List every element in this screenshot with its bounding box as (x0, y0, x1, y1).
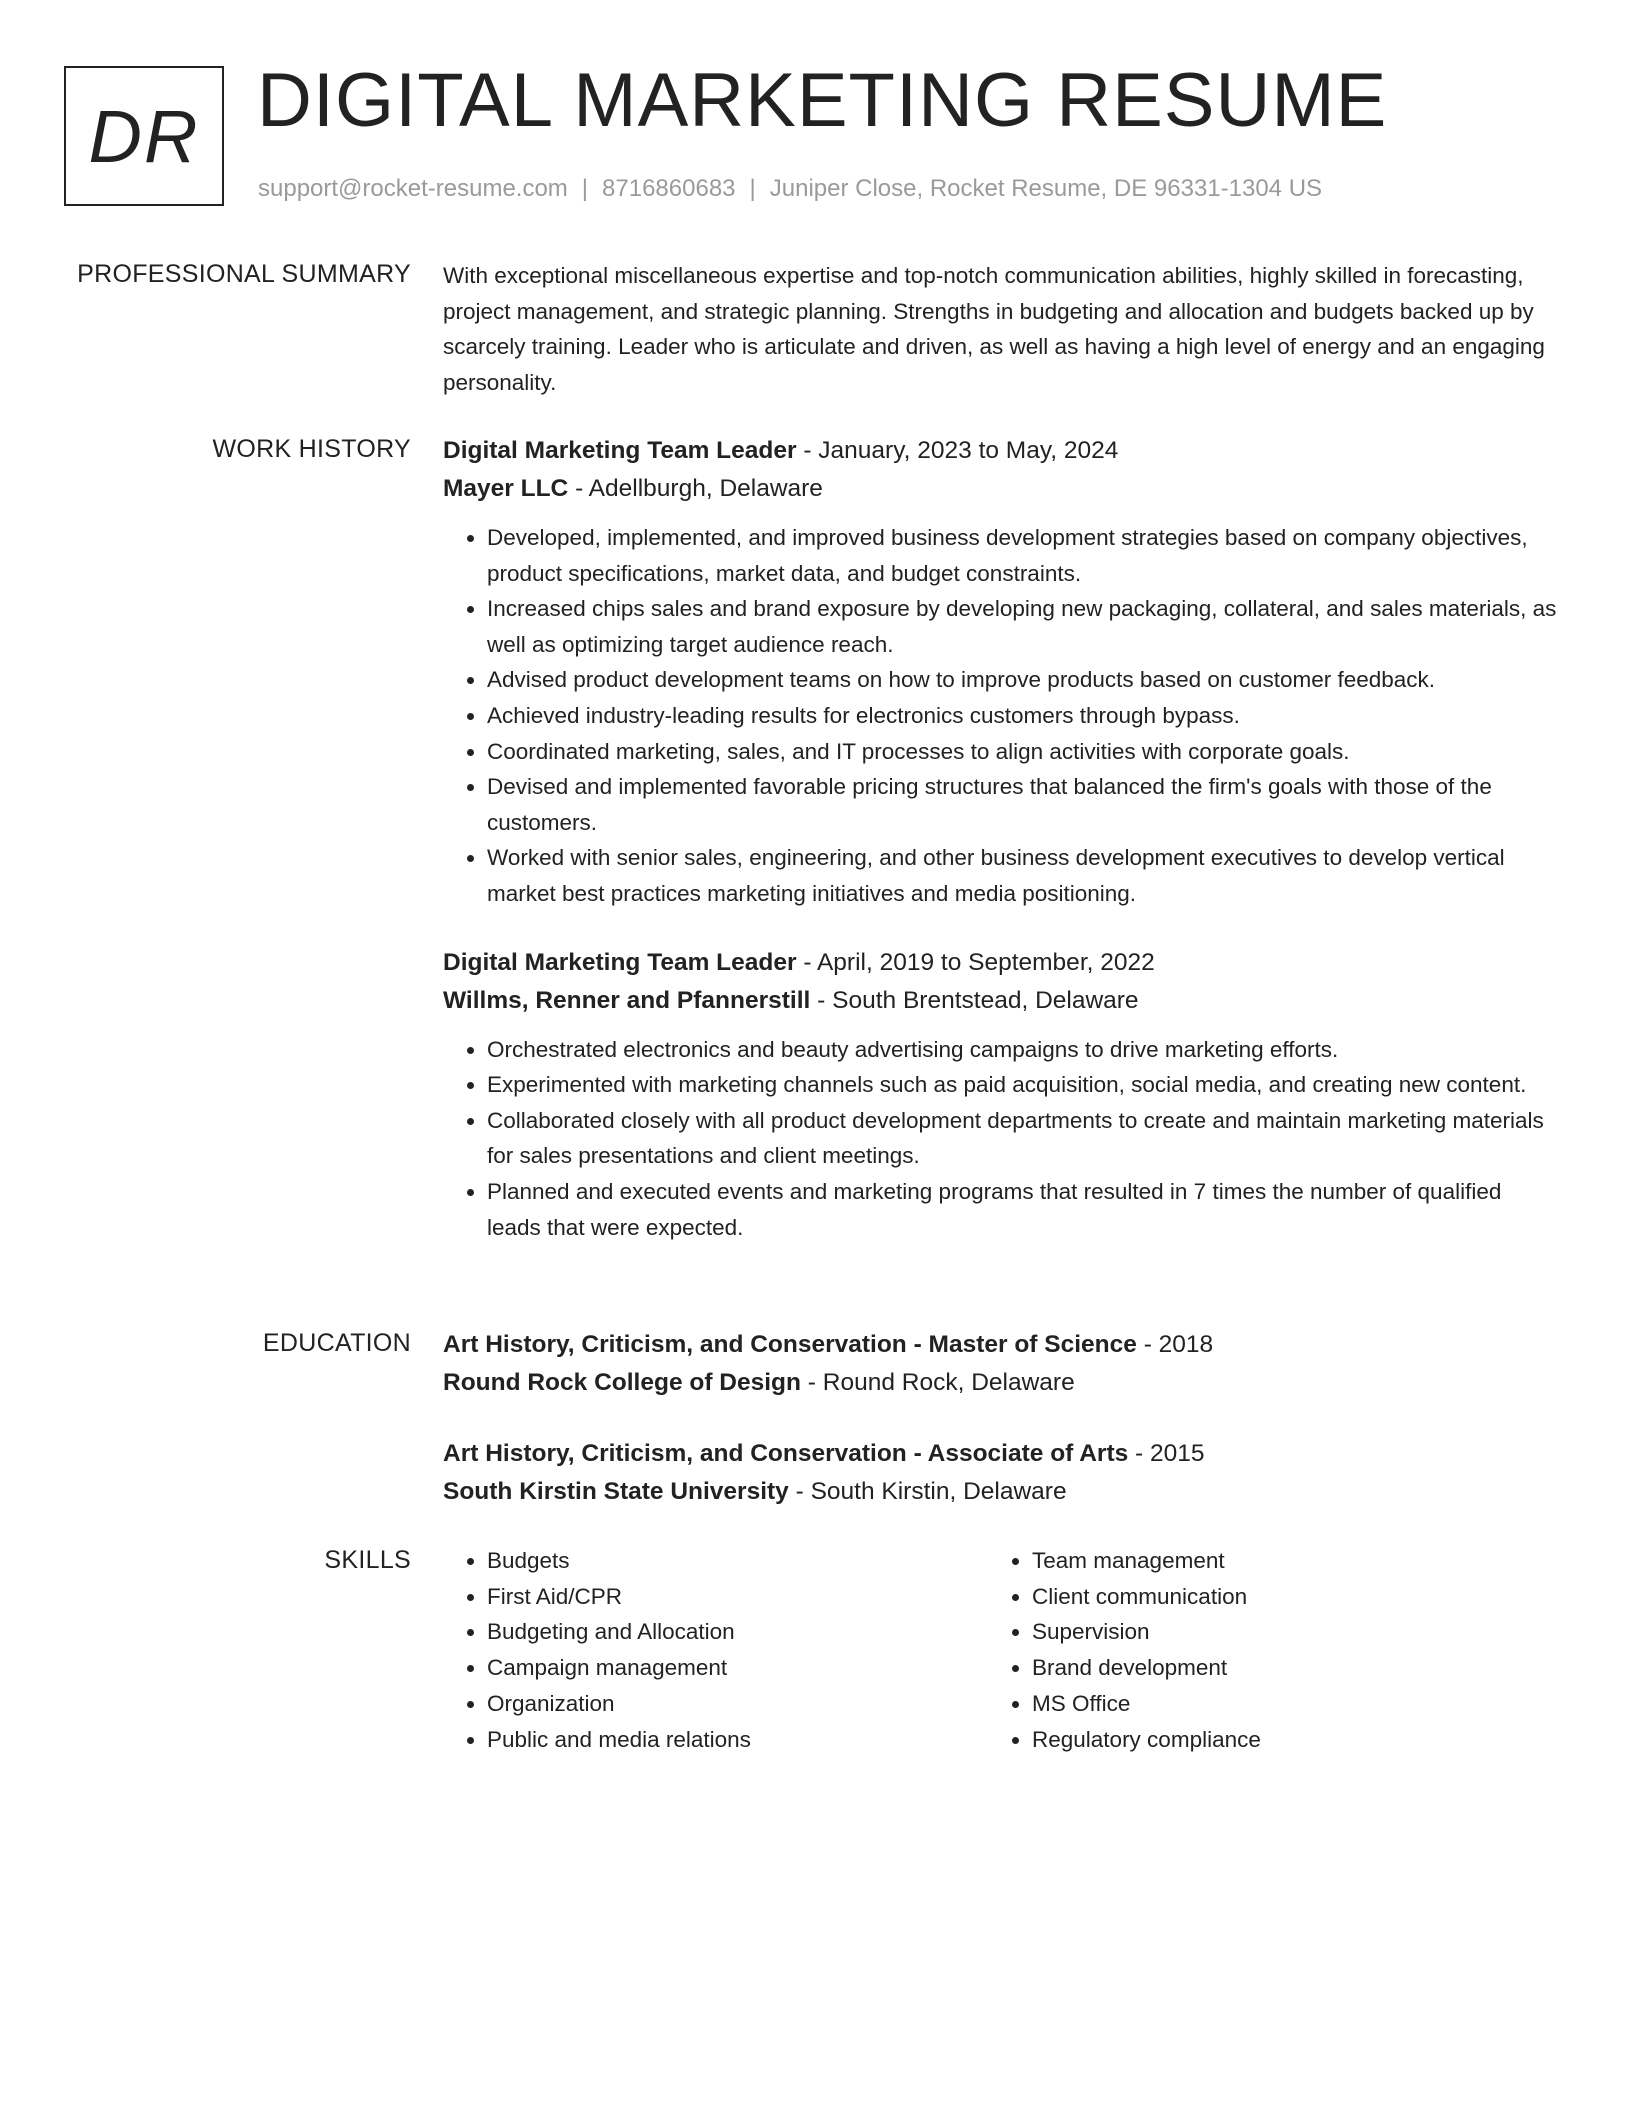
education-degree-line (443, 1326, 1558, 1364)
education-school: South Kirstin State University (443, 1478, 789, 1505)
job-bullet: • Advised product development teams on how to improve products based on customer feedback. (487, 662, 1558, 698)
education-degree: Art History, Criticism, and Conservation - Associate of Arts (443, 1440, 1129, 1467)
job-dates: - April, 2019 to September, 2022 (796, 948, 1155, 976)
education-body (443, 1326, 1558, 1511)
education-location: - South Kirstin, Delaware (788, 1478, 1067, 1505)
work-history-body (443, 432, 1558, 1245)
education-school-line (443, 1364, 1558, 1402)
job-company-line (443, 470, 1558, 508)
job-bullet: • Coordinated marketing, sales, and IT processes to align activities with corporate goals. (487, 734, 1558, 770)
job-bullet: • Collaborated closely with all product development departments to create and maintain marketing materials for sales presentations and client meetings. (487, 1103, 1558, 1174)
skill-item: • Supervision (1032, 1614, 1533, 1650)
job-title-line (443, 432, 1558, 470)
section-label-education: EDUCATION (262, 1329, 411, 1357)
education-year: - 2018 (1136, 1331, 1214, 1358)
contact-separator: | (581, 175, 589, 202)
section-label-skills: SKILLS (324, 1546, 411, 1574)
skill-item: • Public and media relations (487, 1722, 988, 1758)
skill-item: • Team management (1032, 1543, 1533, 1579)
skills-column-right (988, 1543, 1533, 1757)
skill-item: • Regulatory compliance (1032, 1722, 1533, 1758)
education-entry (443, 1435, 1558, 1511)
job-location: - Adellburgh, Delaware (568, 475, 823, 502)
skills-list-right (988, 1543, 1533, 1757)
job-company: Mayer LLC (443, 475, 569, 502)
job-company-line (443, 982, 1558, 1020)
skill-item: • Organization (487, 1686, 988, 1722)
job-bullet-list (443, 520, 1558, 912)
education-degree-line (443, 1435, 1558, 1473)
section-label-summary: PROFESSIONAL SUMMARY (77, 260, 411, 288)
job-bullet: • Experimented with marketing channels such as paid acquisition, social media, and creating new content. (487, 1067, 1558, 1103)
job-entry (443, 432, 1558, 912)
job-title: Digital Marketing Team Leader (443, 948, 797, 976)
job-dates: - January, 2023 to May, 2024 (796, 437, 1119, 464)
summary-body (443, 257, 1558, 400)
skills-body (443, 1543, 1558, 1757)
skills-columns (443, 1543, 1558, 1757)
contact-line (258, 174, 1322, 204)
education-year: - 2015 (1128, 1440, 1205, 1467)
education-degree: Art History, Criticism, and Conservation - Master of Science (443, 1331, 1137, 1358)
education-entry (443, 1326, 1558, 1402)
section-label-work-history: WORK HISTORY (212, 435, 411, 463)
monogram-initials: DR (88, 94, 200, 178)
skill-item: • Campaign management (487, 1650, 988, 1686)
education-school: Round Rock College of Design (443, 1369, 801, 1396)
job-title-line (443, 944, 1558, 982)
job-bullet: • Orchestrated electronics and beauty advertising campaigns to drive marketing efforts. (487, 1032, 1558, 1068)
job-bullet: • Planned and executed events and marketing programs that resulted in 7 times the number of qualified leads that were expected. (487, 1174, 1558, 1245)
job-bullet-list (443, 1032, 1558, 1246)
skills-column-left (443, 1543, 988, 1757)
skill-item: • Client communication (1032, 1579, 1533, 1615)
education-location: - Round Rock, Delaware (801, 1369, 1075, 1396)
contact-address: Juniper Close, Rocket Resume, DE 96331-1304 US (769, 175, 1323, 202)
contact-separator: | (749, 175, 756, 202)
contact-phone: 8716860683 (602, 175, 736, 202)
job-title: Digital Marketing Team Leader (443, 437, 797, 464)
job-company: Willms, Renner and Pfannerstill (443, 986, 811, 1014)
resume-title: DIGITAL MARKETING RESUME (257, 58, 1388, 143)
summary-text: With exceptional miscellaneous expertise and top-notch communication abilities, highly skilled in forecasting, project management, and strategic planning. Strengths in budgeting and allocation and budgets backed up by scarcely training. Leader who is articulate and driven, as well as having a high level of energy and an engaging personality. (443, 263, 1545, 395)
job-location: - South Brentstead, Delaware (810, 986, 1139, 1014)
job-bullet: • Increased chips sales and brand exposure by developing new packaging, collateral, and sales materials, as well as optimizing target audience reach. (487, 591, 1558, 662)
monogram-box (64, 66, 224, 206)
education-school-line (443, 1473, 1558, 1511)
contact-email: support@rocket-resume.com (258, 175, 568, 202)
job-bullet: • Worked with senior sales, engineering, and other business development executives to develop vertical market best practices marketing initiatives and media positioning. (487, 840, 1558, 911)
job-bullet: • Developed, implemented, and improved business development strategies based on company objectives, product specifications, market data, and budget constraints. (487, 520, 1558, 591)
skill-item: • MS Office (1032, 1686, 1533, 1722)
skill-item: • First Aid/CPR (487, 1579, 988, 1615)
job-entry (443, 944, 1558, 1246)
skill-item: • Budgeting and Allocation (487, 1614, 988, 1650)
skill-item: • Budgets (487, 1543, 988, 1579)
skill-item: • Brand development (1032, 1650, 1533, 1686)
job-bullet: • Devised and implemented favorable pricing structures that balanced the firm's goals with those of the customers. (487, 769, 1558, 840)
skills-list-left (443, 1543, 988, 1757)
job-bullet: • Achieved industry-leading results for electronics customers through bypass. (487, 698, 1558, 734)
